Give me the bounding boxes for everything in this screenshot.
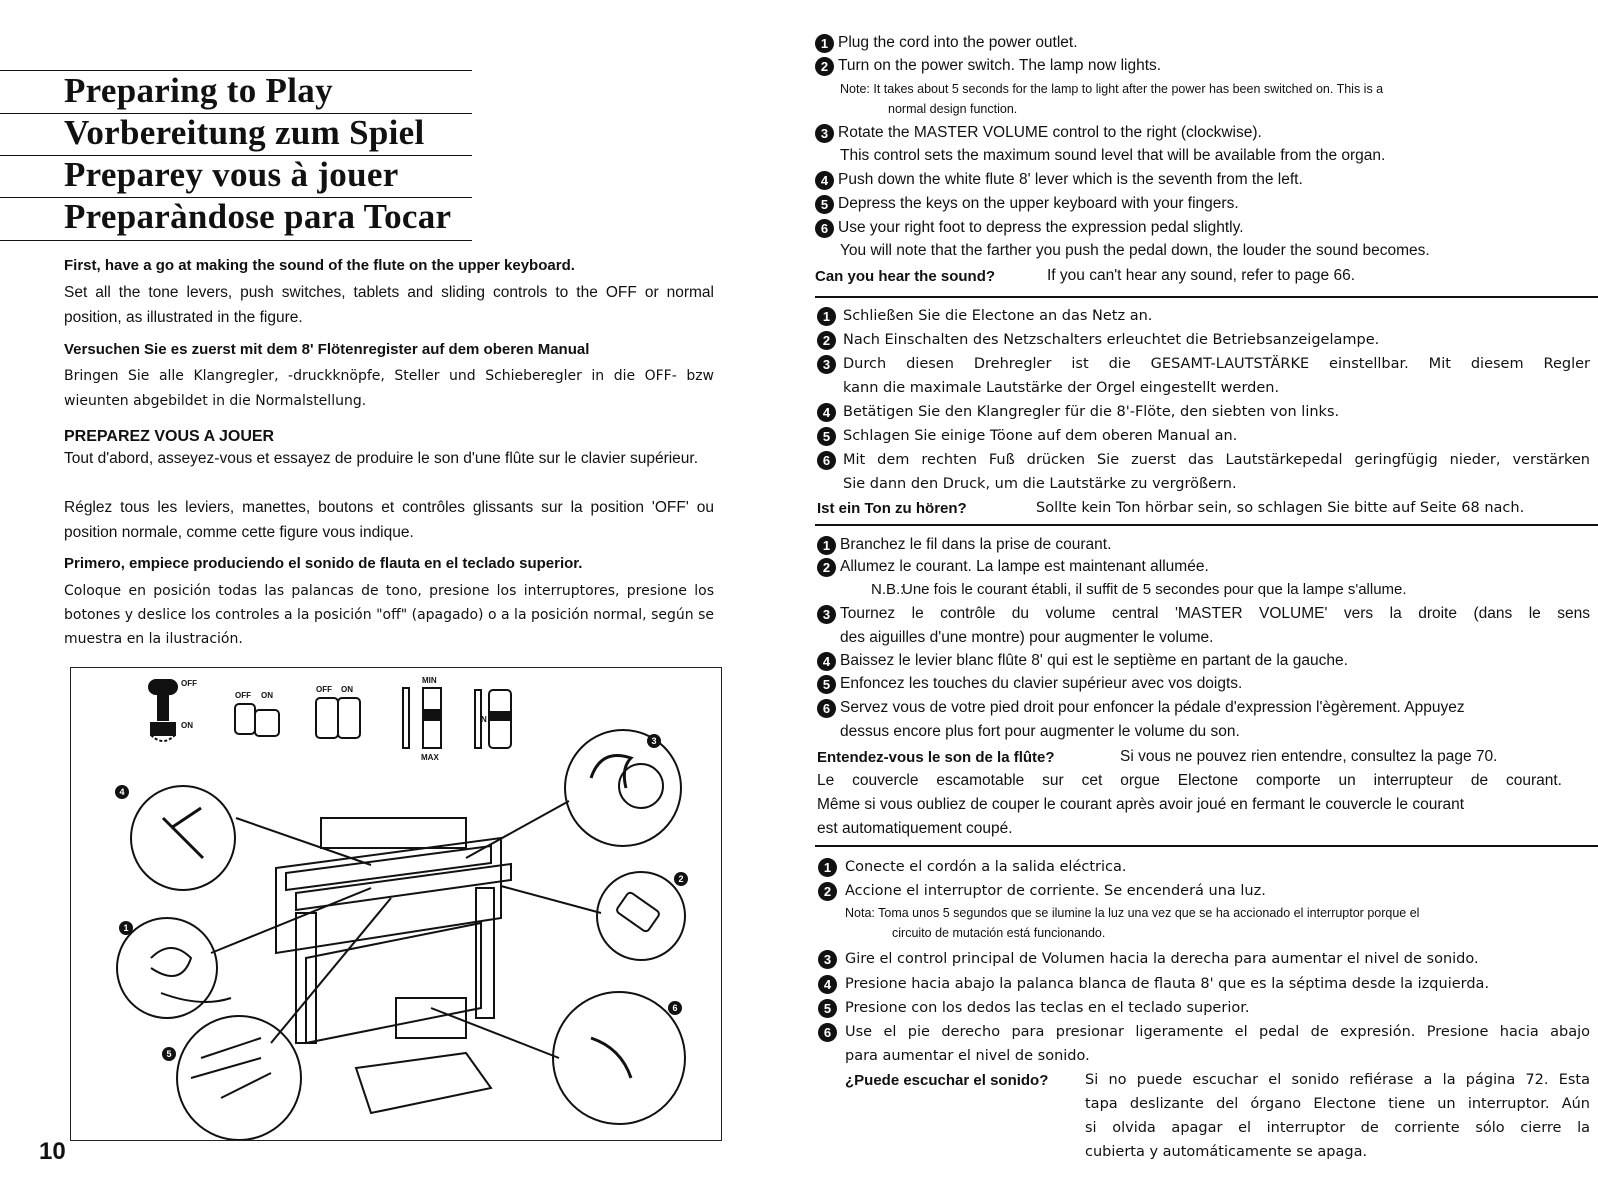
fr-step-6: Servez vous de votre pied droit pour enfoncer la pédale d'expression l'ègèrement. Appuyez bbox=[840, 699, 1465, 716]
step-3-icon: 3 bbox=[815, 124, 834, 143]
en-answer: If you can't hear any sound, refer to page 66. bbox=[1047, 267, 1355, 284]
step-2-icon: 2 bbox=[817, 331, 836, 350]
fr-step-6b: dessus encore plus fort pour augmenter le volume du son. bbox=[840, 723, 1240, 740]
en-heading: First, have a go at making the sound of the flute on the upper keyboard. bbox=[64, 257, 575, 274]
fr-body-2: Réglez tous les leviers, manettes, boutons et contrôles glissants sur la position 'OFF' ou position normale, comme cette figure vous indique. bbox=[64, 499, 714, 541]
fr-step-4: Baissez le levier blanc flûte 8' qui est le septième en partant de la gauche. bbox=[840, 652, 1348, 669]
fr-step-2: Allumez le courant. La lampe est maintenant allumée. bbox=[840, 558, 1209, 575]
step-5-icon: 5 bbox=[817, 427, 836, 446]
label-off: OFF bbox=[181, 679, 197, 688]
section-divider bbox=[815, 524, 1598, 526]
label-n: N bbox=[481, 715, 487, 724]
step-1-icon: 1 bbox=[815, 34, 834, 53]
step-4-icon: 4 bbox=[818, 975, 837, 994]
organ-illustration bbox=[70, 667, 722, 1141]
step-3-icon: 3 bbox=[817, 605, 836, 624]
callout-2: 2 bbox=[678, 874, 684, 884]
step-2-icon: 2 bbox=[815, 57, 834, 76]
step-3-icon: 3 bbox=[818, 950, 837, 969]
en-body: Set all the tone levers, push switches, tablets and sliding controls to the OFF or normal position, as illustrated in the figure. bbox=[64, 284, 714, 326]
fr-answer: Si vous ne pouvez rien entendre, consultez la page 70. bbox=[1120, 748, 1498, 765]
es-step-2: Accione el interruptor de corriente. Se encenderá una luz. bbox=[845, 883, 1266, 899]
fr-step-1: Branchez le fil dans la prise de courant. bbox=[840, 536, 1112, 553]
en-question: Can you hear the sound? bbox=[815, 268, 996, 285]
step-1-icon: 1 bbox=[817, 307, 836, 326]
es-step-3: Gire el control principal de Volumen hacia la derecha para aumentar el nivel de sonido. bbox=[845, 951, 1479, 967]
label-on: ON bbox=[181, 721, 193, 730]
de-step-2: Nach Einschalten des Netzschalters erleuchtet die Betriebsanzeigelampe. bbox=[843, 332, 1380, 348]
label-off: OFF bbox=[316, 685, 332, 694]
es-heading: Primero, empiece produciendo el sonido de flauta en el teclado superior. bbox=[64, 555, 583, 572]
label-max: MAX bbox=[421, 753, 439, 762]
title-fr: Preparey vous à jouer bbox=[64, 155, 399, 194]
step-2-icon: 2 bbox=[817, 558, 836, 577]
step-1-icon: 1 bbox=[818, 858, 837, 877]
step-6-icon: 6 bbox=[815, 219, 834, 238]
es-answer-2: tapa deslizante del órgano Electone tiene un interruptor. Aún bbox=[1085, 1096, 1590, 1112]
de-step-6: Mit dem rechten Fuß drücken Sie zuerst das Lautstärkepedal geringfügig nieder, verstärken bbox=[843, 452, 1590, 468]
fr-nb-label: N.B.: bbox=[871, 581, 905, 598]
en-step-6b: You will note that the farther you push the pedal down, the louder the sound becomes. bbox=[840, 242, 1430, 259]
es-answer-1: Si no puede escuchar el sonido refiérase a la página 72. Esta bbox=[1085, 1072, 1590, 1088]
es-step-6: Use el pie derecho para presionar ligeramente el pedal de expresión. Presione hacia abajo bbox=[845, 1024, 1590, 1040]
fr-step-3: Tournez le contrôle du volume central 'MASTER VOLUME' vers la droite (dans le sens bbox=[840, 605, 1590, 622]
en-note-2: normal design function. bbox=[888, 102, 1018, 116]
de-step-1: Schließen Sie die Electone an das Netz an. bbox=[843, 308, 1153, 324]
fr-note-3: est automatiquement coupé. bbox=[817, 820, 1013, 837]
step-5-icon: 5 bbox=[818, 999, 837, 1018]
es-body: Coloque en posición todas las palancas de tono, presione los interruptores, presione los botones y deslice los controles a la posición "off" (apagado) o a la posición normal, según se muestra en la ilustración. bbox=[64, 583, 714, 647]
step-5-icon: 5 bbox=[817, 675, 836, 694]
en-step-3b: This control sets the maximum sound level that will be available from the organ. bbox=[840, 147, 1386, 164]
es-step-6b: para aumentar el nivel de sonido. bbox=[845, 1048, 1090, 1064]
de-step-5: Schlagen Sie einige Töone auf dem oberen Manual an. bbox=[843, 428, 1238, 444]
title-es: Preparàndose para Tocar bbox=[64, 197, 452, 236]
es-note-1: Nota: Toma unos 5 segundos que se ilumine la luz una vez que se ha accionado el interruptor porque el bbox=[845, 906, 1420, 920]
de-heading: Versuchen Sie es zuerst mit dem 8' Flötenregister auf dem oberen Manual bbox=[64, 341, 590, 358]
de-step-3: Durch diesen Drehregler ist die GESAMT-LAUTSTÄRKE einstellbar. Mit diesem Regler bbox=[843, 356, 1590, 372]
step-4-icon: 4 bbox=[815, 171, 834, 190]
en-step-2: Turn on the power switch. The lamp now lights. bbox=[838, 57, 1162, 74]
step-4-icon: 4 bbox=[817, 652, 836, 671]
de-answer: Sollte kein Ton hörbar sein, so schlagen Sie bitte auf Seite 68 nach. bbox=[1036, 500, 1525, 516]
step-6-icon: 6 bbox=[818, 1023, 837, 1042]
es-answer-4: cubierta y automáticamente se apaga. bbox=[1085, 1144, 1368, 1160]
step-2-icon: 2 bbox=[818, 882, 837, 901]
fr-question: Entendez-vous le son de la flûte? bbox=[817, 749, 1055, 766]
step-5-icon: 5 bbox=[815, 195, 834, 214]
en-step-1: Plug the cord into the power outlet. bbox=[838, 34, 1078, 51]
en-step-5: Depress the keys on the upper keyboard with your fingers. bbox=[838, 195, 1239, 212]
es-question: ¿Puede escuchar el sonido? bbox=[845, 1072, 1049, 1089]
title-de: Vorbereitung zum Spiel bbox=[64, 113, 425, 152]
fr-nb: Une fois le courant établi, il suffit de 5 secondes pour que la lampe s'allume. bbox=[902, 581, 1407, 598]
callout-1: 1 bbox=[123, 923, 129, 933]
step-3-icon: 3 bbox=[817, 355, 836, 374]
fr-note-2: Même si vous oubliez de couper le courant après avoir joué en fermant le couvercle le courant bbox=[817, 796, 1465, 813]
title-en: Preparing to Play bbox=[64, 71, 333, 110]
step-1-icon: 1 bbox=[817, 536, 836, 555]
de-body: Bringen Sie alle Klangregler, -druckknöpfe, Steller und Schieberegler in die OFF- bzw wieunten abgebildet in die Normalstellung. bbox=[64, 368, 714, 409]
de-question: Ist ein Ton zu hören? bbox=[817, 500, 967, 517]
es-step-5: Presione con los dedos las teclas en el teclado superior. bbox=[845, 1000, 1250, 1016]
es-step-1: Conecte el cordón a la salida eléctrica. bbox=[845, 859, 1127, 875]
label-min: MIN bbox=[422, 676, 437, 685]
label-off: OFF bbox=[235, 691, 251, 700]
fr-note-1: Le couvercle escamotable sur cet orgue Electone comporte un interrupteur de courant. bbox=[817, 772, 1562, 789]
section-divider bbox=[815, 845, 1598, 847]
de-step-3b: kann die maximale Lautstärke der Orgel eingestellt werden. bbox=[843, 380, 1280, 396]
fr-heading: PREPAREZ VOUS A JOUER bbox=[64, 428, 275, 445]
en-step-6: Use your right foot to depress the expression pedal slightly. bbox=[838, 219, 1244, 236]
organ-drawing bbox=[71, 668, 721, 1140]
step-4-icon: 4 bbox=[817, 403, 836, 422]
fr-step-5: Enfoncez les touches du clavier supérieur avec vos doigts. bbox=[840, 675, 1243, 692]
es-answer-3: si olvida apagar el interruptor de corriente sólo cierre la bbox=[1085, 1120, 1590, 1136]
callout-5: 5 bbox=[166, 1049, 172, 1059]
en-step-4: Push down the white flute 8' lever which is the seventh from the left. bbox=[838, 171, 1303, 188]
section-divider bbox=[815, 296, 1598, 298]
callout-6: 6 bbox=[672, 1003, 678, 1013]
en-step-3: Rotate the MASTER VOLUME control to the right (clockwise). bbox=[838, 124, 1262, 141]
callout-4: 4 bbox=[119, 787, 125, 797]
es-step-4: Presione hacia abajo la palanca blanca de flauta 8' que es la séptima desde la izquierda. bbox=[845, 976, 1490, 992]
step-6-icon: 6 bbox=[817, 451, 836, 470]
label-on: ON bbox=[341, 685, 353, 694]
fr-body-1: Tout d'abord, asseyez-vous et essayez de produire le son d'une flûte sur le clavier supérieur. bbox=[64, 450, 699, 467]
es-note-2: circuito de mutación está funcionando. bbox=[892, 926, 1106, 940]
step-6-icon: 6 bbox=[817, 699, 836, 718]
label-on: ON bbox=[261, 691, 273, 700]
en-note-1: Note: It takes about 5 seconds for the lamp to light after the power has been switched on. This is a bbox=[840, 82, 1384, 96]
de-step-4: Betätigen Sie den Klangregler für die 8'-Flöte, den siebten von links. bbox=[843, 404, 1340, 420]
title-rule bbox=[0, 240, 472, 241]
de-step-6b: Sie dann den Druck, um die Lautstärke zu vergrößern. bbox=[843, 476, 1237, 492]
page-number: 10 bbox=[39, 1138, 66, 1165]
fr-step-3b: des aiguilles d'une montre) pour augmenter le volume. bbox=[840, 629, 1214, 646]
callout-3: 3 bbox=[651, 736, 657, 746]
